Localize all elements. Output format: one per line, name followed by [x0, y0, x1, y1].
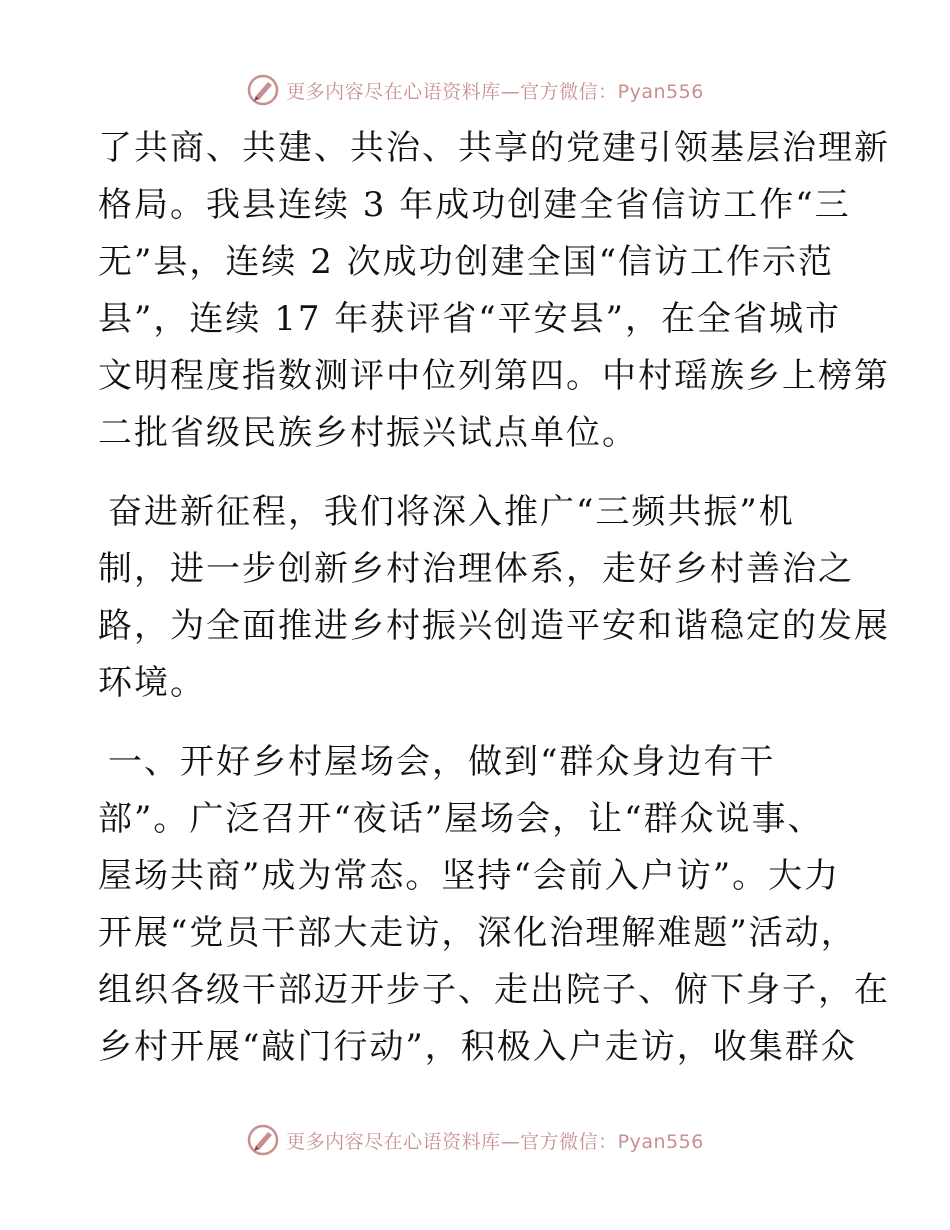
- text-line: 屋场共商”成为常态。坚持“会前入户访”。大力: [98, 856, 841, 896]
- text-line: 无”县，连续 2 次成功创建全国“信访工作示范: [98, 242, 835, 282]
- document-body: [98, 120, 890, 1076]
- text-line: 环境。: [98, 663, 206, 703]
- text-line: 奋进新征程，我们将深入推广“三频共振”机: [108, 492, 795, 532]
- text-line: 制，进一步创新乡村治理体系，走好乡村善治之: [98, 549, 854, 589]
- footer-watermark: [0, 1120, 950, 1160]
- text-line: 一、开好乡村屋场会，做到“群众身边有干: [108, 742, 776, 782]
- text-line: 路，为全面推进乡村振兴创造平安和谐稳定的发展: [98, 606, 890, 646]
- text-line: 组织各级干部迈开步子、走出院子、俯下身子，在: [98, 970, 890, 1010]
- text-line: 部”。广泛召开“夜话”屋场会，让“群众说事、: [98, 799, 824, 839]
- text-line: 县”，连续 17 年获评省“平安县”，在全省城市: [98, 299, 842, 339]
- text-line: 文明程度指数测评中位列第四。中村瑶族乡上榜第: [98, 356, 890, 396]
- pen-logo-icon: [246, 1123, 280, 1157]
- text-line: 格局。我县连续 3 年成功创建全省信访工作“三: [98, 185, 851, 225]
- text-line: 二批省级民族乡村振兴试点单位。: [98, 413, 638, 453]
- text-line: 开展“党员干部大走访，深化治理解难题”活动，: [98, 913, 857, 953]
- pen-logo-icon: [246, 73, 280, 107]
- header-watermark: [0, 70, 950, 110]
- paragraph: [98, 120, 890, 462]
- paragraph: [98, 734, 890, 1076]
- watermark-text: 更多内容尽在心语资料库—官方微信：Pyan556: [286, 1130, 704, 1153]
- text-line: 了共商、共建、共治、共享的党建引领基层治理新: [98, 128, 890, 168]
- watermark-text: 更多内容尽在心语资料库—官方微信：Pyan556: [286, 80, 704, 103]
- text-line: 乡村开展“敲门行动”，积极入户走访，收集群众: [98, 1027, 857, 1067]
- paragraph: [98, 484, 890, 712]
